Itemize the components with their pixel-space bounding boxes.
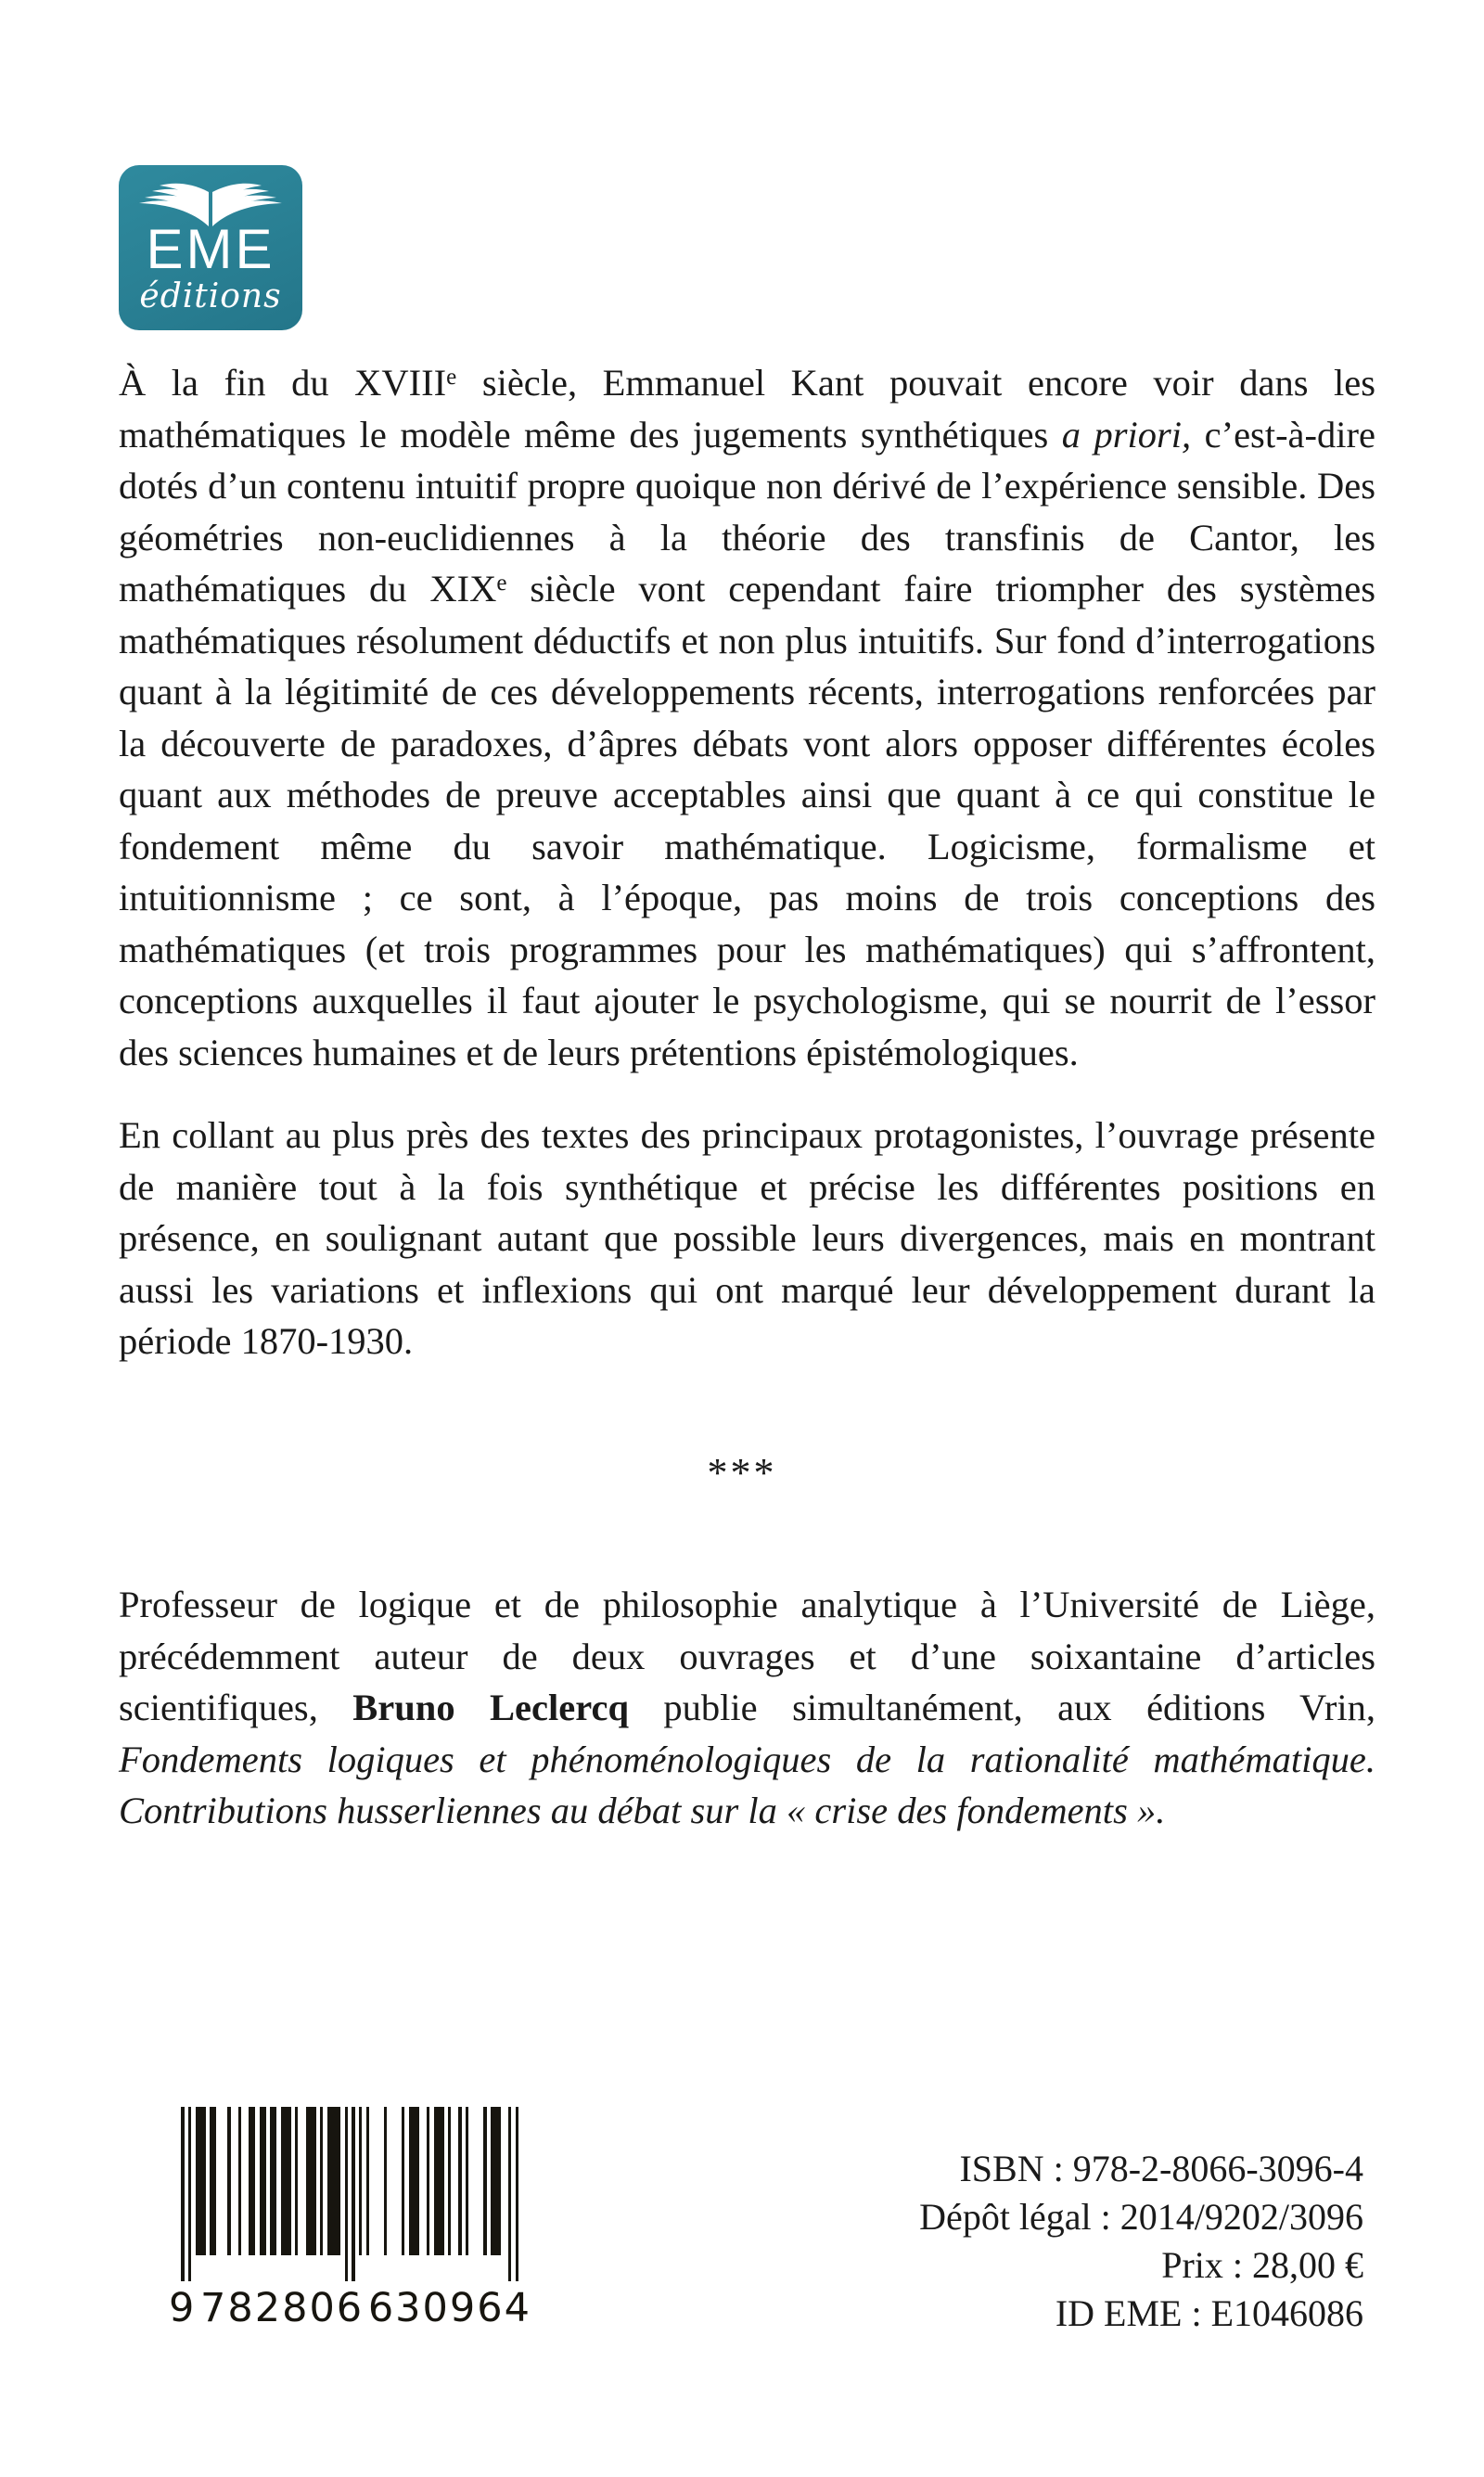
legal-deposit-line: Dépôt légal : 2014/9202/3096 — [919, 2196, 1363, 2238]
barcode-digits — [167, 2285, 533, 2331]
bio-seg2: publie simultanément, aux éditions Vrin, — [628, 1687, 1375, 1728]
blurb-p1-ordinal-1: e — [446, 364, 457, 390]
eme-id-line: ID EME : E1046086 — [1055, 2292, 1363, 2334]
blurb-p1-seg1: À la fin du XVIII — [119, 362, 447, 404]
asterisk-separator: *** — [707, 1450, 777, 1495]
blurb-p1-seg2: siècle, Emmanuel Kant pouvait encore voir dans les mathématiques le modèle même des jugements synthétiques — [119, 362, 1375, 456]
bio-seg1: Professeur de logique et de philosophie analytique à l’Université de Liège, précédemment auteur de deux ouvrages et d’une soixantaine d’articles scientifiques, — [119, 1584, 1375, 1728]
ean13-barcode — [167, 2107, 533, 2281]
barcode-block — [167, 2107, 533, 2331]
barcode-left-group: 782806 — [200, 2285, 365, 2331]
isbn-line: ISBN : 978-2-8066-3096-4 — [959, 2148, 1363, 2189]
author-name: Bruno Leclercq — [352, 1687, 629, 1728]
barcode-right-group: 630964 — [367, 2285, 531, 2331]
blurb-paragraph-2: En collant au plus près des textes des principaux protagonistes, l’ouvrage présente de manière tout à la fois synthétique et précise les différentes positions en présence, en soulignant autant que possible leurs divergences, mais en montrant aussi les variations et inflexions qui ont marqué leur développement durant la période 1870-1930. — [119, 1114, 1375, 1362]
imprint-details — [807, 2145, 1363, 2338]
bio-paragraph — [119, 1579, 1375, 1837]
companion-book-title: Fondements logiques et phénoménologiques de la rationalité mathématique. Contributions husserliennes au débat sur la « crise des fondements ». — [119, 1738, 1375, 1831]
author-bio — [119, 1579, 1375, 1837]
blurb-paragraph-1 — [119, 357, 1375, 1078]
back-cover-blurb — [119, 357, 1375, 1367]
blurb-p1-seg3: c’est-à-dire dotés d’un contenu intuitif propre quoique non dérivé de l’expérience sensible. Des géométries non-euclidiennes à la théorie des transfinis de Cantor, les mathématiques du XIX — [119, 413, 1375, 610]
price-line: Prix : 28,00 € — [1161, 2244, 1363, 2286]
blurb-p1-seg4: siècle vont cependant faire triompher des systèmes mathématiques résolument déductifs et non plus intuitifs. Sur fond d’interrogations quant à la légitimité de ces développements récents, interrogations renforcées par la découverte de paradoxes, d’âpres débats vont alors opposer différentes écoles quant aux méthodes de preuve acceptables ainsi que quant à ce qui constitue le fondement même du savoir mathématique. Logicisme, formalisme et intuitionnisme ; ce sont, à l’époque, pas moins de trois conceptions des mathématiques (et trois programmes pour les mathématiques) qui s’affrontent, conceptions auxquelles il faut ajouter le psychologisme, qui se nourrit de l’essor des sciences humaines et de leurs prétentions épistémologiques. — [119, 568, 1375, 1073]
barcode-lead-digit: 9 — [169, 2285, 197, 2331]
publisher-logo — [119, 165, 302, 330]
blurb-p1-italic-a-priori: a priori, — [1061, 413, 1192, 456]
logo-subbrand-text: éditions — [139, 277, 282, 315]
blurb-p1-ordinal-2: e — [496, 570, 507, 596]
logo-tile — [119, 165, 302, 330]
logo-brand-text: EME — [146, 218, 275, 280]
